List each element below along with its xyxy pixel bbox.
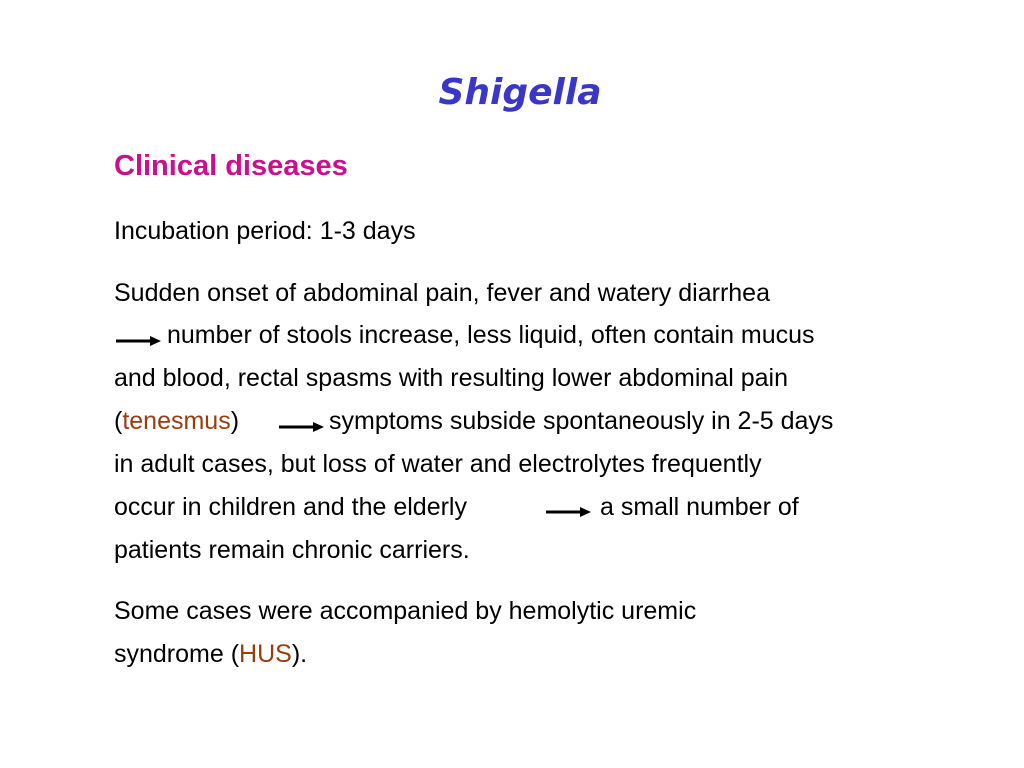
- incubation-period: Incubation period: 1-3 days: [114, 217, 416, 245]
- arrow-right-icon: [546, 505, 592, 519]
- hus-line-2: [114, 636, 307, 672]
- hus-line-1: Some cases were accompanied by hemolytic uremic: [114, 597, 697, 625]
- course-line-3: and blood, rectal spasms with resulting lower abdominal pain: [114, 364, 788, 392]
- slide-title: Shigella: [438, 72, 602, 113]
- course-line-2: number of stools increase, less liquid, often contain mucus: [167, 321, 815, 349]
- close-paren: ): [230, 407, 240, 435]
- hus-suffix: ).: [291, 640, 308, 668]
- course-line-6-rest: a small number of: [600, 493, 799, 521]
- open-paren: (: [114, 407, 123, 435]
- course-line-4: [114, 403, 239, 439]
- course-line-7: patients remain chronic carriers.: [114, 536, 470, 564]
- course-line-5: in adult cases, but loss of water and electrolytes frequently: [114, 450, 762, 478]
- term-tenesmus: tenesmus: [122, 407, 231, 435]
- hus-prefix: syndrome (: [114, 640, 240, 668]
- arrow-right-icon: [116, 334, 162, 348]
- section-heading: Clinical diseases: [114, 150, 348, 182]
- term-hus: HUS: [239, 640, 292, 668]
- course-line-4-rest: symptoms subside spontaneously in 2-5 days: [329, 407, 834, 435]
- course-line-6: occur in children and the elderly: [114, 493, 467, 521]
- arrow-right-icon: [279, 420, 325, 434]
- course-line-1: Sudden onset of abdominal pain, fever and watery diarrhea: [114, 279, 770, 307]
